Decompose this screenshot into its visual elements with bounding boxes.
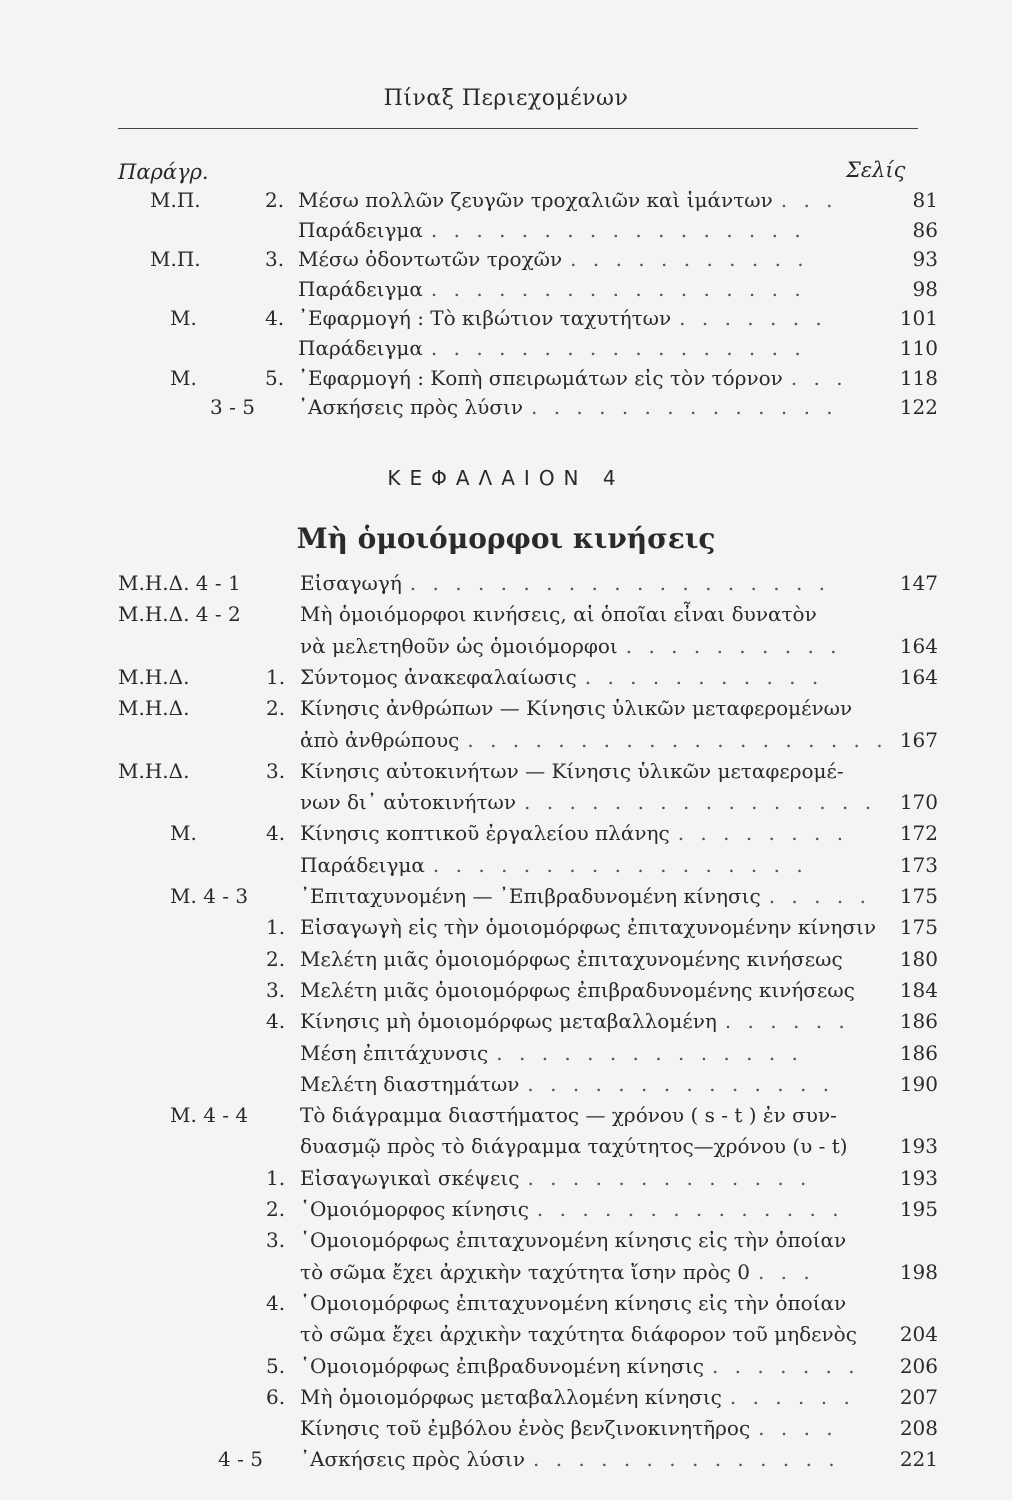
toc-leader-dots: . . . . . . . . . . . . . . . . . . . [409, 571, 831, 595]
toc-entry-title: τὸ σῶμα ἔχει ἀρχικὴν ταχύτητα διάφορον τοῦ μηδενὸς [300, 1322, 857, 1347]
toc-entry-page: 184 [899, 977, 938, 1002]
toc-leader-dots: . . . . . . . . . . . . . . [527, 1071, 835, 1096]
toc-entry-number: 2. [265, 188, 285, 212]
toc-entry-page: 86 [912, 217, 938, 242]
toc-leader-dots: . . . [757, 1259, 815, 1284]
toc-entry-title: Μέση ἐπιτάχυνσις [300, 1040, 489, 1065]
toc-entry [0, 1009, 1012, 1039]
toc-entry-code: 4 - 5 [218, 1447, 263, 1472]
toc-entry-page: 204 [899, 1322, 938, 1347]
toc-entry-title-line [300, 1322, 857, 1346]
toc-entry-title: Μὴ ὁμοιομόρφως μεταβαλλομένη κίνησις [300, 1384, 722, 1409]
toc-entry-title-line [298, 218, 806, 242]
toc-entry-title: Κίνησις τοῦ ἐμβόλου ἑνὸς βενζινοκινητῆρος [300, 1416, 751, 1441]
toc-entry-title-line [298, 366, 848, 390]
toc-entry-title-line [300, 1354, 860, 1378]
toc-leader-dots: . . . . . . . . . . . . . . . . [524, 790, 877, 815]
toc-leader-dots: . . . [780, 188, 838, 212]
toc-entry-number: 3. [266, 758, 286, 783]
toc-entry-title-line [300, 1072, 834, 1096]
toc-entry-page: 195 [899, 1197, 938, 1221]
toc-entry-title: Μελέτη μιᾶς ὁμοιομόρφως ἐπιβραδυνομένης κινήσεως [300, 977, 855, 1002]
toc-entry [0, 884, 1012, 914]
toc-entry-page: 170 [899, 790, 938, 815]
toc-entry-title-line [298, 188, 838, 212]
toc-entry-page: 101 [899, 306, 938, 331]
toc-entry-title: ᾿Επιταχυνομένη — ᾿Επιβραδυνομένη κίνησις [300, 884, 761, 908]
toc-entry-title: Μελέτη διαστημάτων [300, 1071, 520, 1096]
toc-leader-dots: . . . . . . . . . . . . . . [496, 1040, 803, 1065]
toc-entry [0, 665, 1012, 695]
toc-entry-title-line [300, 1009, 850, 1033]
toc-entry-title: ᾿Εφαρμογή : Τὸ κιβώτιον ταχυτήτων [298, 306, 672, 331]
toc-entry-title: νὰ μελετηθοῦν ὡς ὁμοιόμορφοι [300, 633, 618, 658]
toc-entry-title: Εἰσαγωγὴ εἰς τὴν ὁμοιομόρφως ἐπιταχυνομένην κίνησιν [300, 915, 877, 940]
toc-leader-dots: . . . . . . . . [677, 821, 849, 846]
toc-entry [0, 853, 1012, 883]
toc-leader-dots: . . . . . . . . . . . . . . . . . [430, 217, 806, 242]
toc-entry-page: 193 [899, 1165, 938, 1190]
toc-entry-title: Μελέτη μιᾶς ὁμοιομόρφως ἐπιταχυνομένης κινήσεως [300, 946, 843, 971]
toc-entry [0, 978, 1012, 1008]
toc-entry-page: 81 [912, 188, 938, 212]
toc-entry-title: Τὸ διάγραμμα διαστήματος — χρόνου ( s - t ) ἐν συν- [300, 1103, 837, 1128]
toc-entry-title-line [300, 1291, 846, 1315]
toc-entry-code: Μ.Η.Δ. [118, 664, 190, 689]
toc-entry [0, 634, 1012, 664]
toc-entry-title: ᾿Ασκήσεις πρὸς λύσιν [300, 1447, 525, 1472]
toc-entry-title: νων δι᾿ αὐτοκινήτων [300, 790, 517, 815]
toc-entry [0, 1260, 1012, 1290]
toc-entry-title-line [300, 978, 855, 1002]
toc-entry [0, 759, 1012, 789]
toc-entry [0, 188, 1012, 218]
toc-entry [0, 602, 1012, 632]
toc-entry [0, 1103, 1012, 1133]
toc-leader-dots: . . . . . . . . . . . . . . [536, 1197, 844, 1221]
toc-entry-title: Μέσω ὀδοντωτῶν τροχῶν [298, 247, 563, 272]
toc-entry-title: τὸ σῶμα ἔχει ἀρχικὴν ταχύτητα ἴσην πρὸς 0 [300, 1259, 750, 1284]
toc-entry-number: 2. [266, 696, 286, 721]
toc-leader-dots: . . . . . [768, 884, 871, 908]
chapter-title: Μὴ ὁμοιόμορφοι κινήσεις [296, 522, 716, 555]
toc-entry-title-line [300, 1260, 815, 1284]
toc-entry-number: 1. [266, 915, 286, 940]
toc-entry-number: 3. [266, 977, 286, 1002]
toc-leader-dots: . . . . . . . [679, 306, 827, 331]
toc-leader-dots: . . . . . . . . . . . [584, 664, 824, 689]
toc-entry-title-line [300, 1416, 838, 1440]
toc-entry [0, 1197, 1012, 1227]
toc-entry-number: 1. [266, 664, 286, 689]
toc-entry [0, 336, 1012, 366]
toc-entry-title: ῾Ομοιομόρφως ἐπιταχυνομένη κίνησις εἰς τὴν ὁποίαν [300, 1290, 847, 1315]
toc-entry-page: 186 [899, 1009, 938, 1034]
toc-entry [0, 728, 1012, 758]
paragraph-column-label: Παράγρ. [118, 160, 209, 184]
toc-leader-dots: . . . . . . . . . . [625, 633, 842, 658]
toc-entry [0, 306, 1012, 336]
toc-entry [0, 947, 1012, 977]
toc-entry-title: Εἰσαγωγή [300, 571, 402, 595]
toc-entry-page: 93 [912, 247, 938, 272]
toc-leader-dots: . . . . . . . . . . . . . . . . . [432, 852, 808, 877]
toc-entry-code: Μ.Π. [150, 188, 201, 212]
toc-entry-title: ᾿Ασκήσεις πρὸς λύσιν [298, 395, 523, 420]
toc-entry-code: Μ.Η.Δ. 4 - 2 [118, 602, 241, 627]
toc-entry-title-line [298, 277, 806, 301]
toc-entry [0, 277, 1012, 307]
toc-entry-title-line [300, 947, 843, 971]
toc-leader-dots: . . . . [758, 1416, 838, 1441]
toc-entry-number: 2. [266, 946, 286, 971]
toc-entry-number: 1. [266, 1165, 286, 1190]
toc-entry-title: Παράδειγμα [298, 336, 423, 360]
toc-entry-code: Μ. [170, 365, 197, 390]
toc-entry-title-line [300, 853, 808, 877]
toc-entry-page: 206 [899, 1353, 938, 1378]
toc-entry [0, 915, 1012, 945]
toc-entry-title-line [300, 1228, 846, 1252]
toc-entry-title: Παράδειγμα [298, 217, 423, 242]
toc-entry-page: 193 [899, 1134, 938, 1159]
toc-entry [0, 1228, 1012, 1258]
toc-entry-page: 175 [899, 915, 938, 940]
toc-entry-code: 3 - 5 [210, 395, 255, 420]
header-rule [118, 128, 918, 129]
toc-entry-number: 5. [266, 1353, 286, 1378]
toc-entry-page: 164 [899, 633, 938, 658]
toc-entry-page: 172 [899, 821, 938, 846]
toc-entry-title-line [298, 306, 827, 330]
toc-entry-title-line [300, 696, 852, 720]
toc-entry-title-line [300, 1385, 855, 1409]
toc-entry-title: ἀπὸ ἀνθρώπους [300, 727, 460, 752]
toc-entry-title-line [300, 1166, 811, 1190]
toc-entry [0, 790, 1012, 820]
toc-entry-code: Μ. [170, 821, 197, 846]
toc-entry-title: δυασμῷ πρὸς τὸ διάγραμμα ταχύτητος—χρόνου (υ - t) [300, 1134, 848, 1159]
toc-entry-title: Κίνησις ἀνθρώπων — Κίνησις ὑλικῶν μεταφερομένων [300, 696, 853, 721]
toc-entry-title: Μέσω πολλῶν ζευγῶν τροχαλιῶν καὶ ἱμάντων [298, 188, 773, 212]
toc-entry-number: 3. [265, 247, 285, 272]
toc-entry-title-line [300, 728, 888, 752]
toc-entry-title-line [300, 884, 871, 908]
toc-leader-dots: . . . . . . [724, 1009, 850, 1034]
toc-entry-page: 175 [899, 884, 938, 908]
toc-entry-title-line [298, 395, 838, 419]
toc-entry [0, 1072, 1012, 1102]
toc-entry-page: 164 [899, 664, 938, 689]
toc-entry-page: 186 [899, 1040, 938, 1065]
toc-entry-title-line [300, 821, 848, 845]
toc-leader-dots: . . . . . . . . . . . . . . [532, 1447, 840, 1472]
toc-entry-page: 173 [899, 852, 938, 877]
toc-entry-code: Μ.Π. [150, 247, 201, 272]
toc-entry [0, 366, 1012, 396]
toc-entry-title-line [300, 915, 876, 939]
toc-entry-title-line [300, 1041, 803, 1065]
toc-entry [0, 1416, 1012, 1446]
toc-leader-dots: . . . . . . . . . . . . . . . . . [430, 336, 806, 360]
toc-entry-page: 147 [899, 571, 938, 595]
toc-entry-page: 167 [899, 727, 938, 752]
toc-entry-number: 6. [266, 1384, 286, 1409]
toc-entry-number: 4. [265, 306, 285, 331]
toc-entry-page: 98 [912, 276, 938, 301]
chapter-label: ΚΕΦΑΛΑΙΟΝ 4 [387, 466, 625, 490]
toc-entry [0, 1447, 1012, 1477]
toc-entry-title-line [300, 571, 830, 595]
toc-entry-title: Σύντομος ἀνακεφαλαίωσις [300, 664, 577, 689]
toc-entry-code: Μ.Η.Δ. [118, 696, 190, 721]
toc-entry-code: Μ. [170, 306, 197, 331]
toc-entry-page: 207 [899, 1384, 938, 1409]
toc-entry-code: Μ. 4 - 3 [170, 884, 249, 908]
toc-leader-dots: . . . . . . . . . . . [570, 247, 809, 272]
toc-entry-title: ῾Ομοιομόρφως ἐπιβραδυνομένη κίνησις [300, 1353, 704, 1378]
toc-entry-page: 118 [899, 365, 938, 390]
toc-entry-title: Κίνησις μὴ ὁμοιομόρφως μεταβαλλομένη [300, 1009, 717, 1034]
toc-entry-title-line [300, 1134, 848, 1158]
toc-entry-title-line [298, 247, 809, 271]
toc-entry [0, 821, 1012, 851]
toc-entry-title: Παράδειγμα [298, 276, 423, 301]
toc-entry [0, 1385, 1012, 1415]
toc-entry-number: 4. [266, 1290, 286, 1315]
toc-entry [0, 1166, 1012, 1196]
toc-entry [0, 1041, 1012, 1071]
toc-entry [0, 1291, 1012, 1321]
toc-leader-dots: . . . . . . [729, 1384, 855, 1409]
page-header: Πίναξ Περιεχομένων [383, 86, 629, 111]
toc-entry-number: 2. [266, 1197, 286, 1221]
toc-leader-dots: . . . . . . . . . . . . . . . . . [430, 276, 806, 301]
toc-entry [0, 218, 1012, 248]
toc-entry-title: ῾Ομοιομόρφως ἐπιταχυνομένη κίνησις εἰς τὴν ὁποίαν [300, 1228, 847, 1253]
page-column-label: Σελίς [846, 158, 906, 182]
toc-entry [0, 1134, 1012, 1164]
toc-leader-dots: . . . . . . . . . . . . . . [530, 395, 838, 420]
toc-entry-title: Εἰσαγωγικαὶ σκέψεις [300, 1165, 520, 1190]
toc-entry [0, 395, 1012, 425]
toc-entry [0, 1354, 1012, 1384]
toc-leader-dots: . . . . . . . [711, 1353, 860, 1378]
toc-entry-title: Παράδειγμα [300, 852, 425, 877]
toc-entry-page: 221 [899, 1447, 938, 1472]
toc-entry-title: ῾Ομοιόμορφος κίνησις [300, 1197, 529, 1221]
toc-entry-number: 3. [266, 1228, 286, 1253]
toc-entry-number: 4. [266, 821, 286, 846]
toc-entry-code: Μ.Η.Δ. [118, 758, 190, 783]
toc-entry-title-line [300, 790, 876, 814]
toc-entry-page: 110 [899, 336, 938, 360]
toc-entry-title: ᾿Εφαρμογή : Κοπὴ σπειρωμάτων εἰς τὸν τόρνον [298, 365, 783, 390]
toc-entry [0, 1322, 1012, 1352]
toc-entry-title-line [300, 1197, 844, 1221]
toc-entry-title: Μὴ ὁμοιόμορφοι κινήσεις, αἱ ὁποῖαι εἶναι δυνατὸν [300, 602, 817, 627]
toc-entry-title-line [300, 1447, 840, 1471]
toc-entry-page: 180 [899, 946, 938, 971]
toc-entry-title-line [300, 665, 823, 689]
toc-entry-number: 4. [266, 1009, 286, 1034]
toc-entry-page: 198 [899, 1259, 938, 1284]
toc-entry-title-line [300, 759, 844, 783]
toc-entry-code: Μ.Η.Δ. 4 - 1 [118, 571, 241, 595]
toc-entry-title-line [300, 1103, 837, 1127]
toc-leader-dots: . . . [790, 365, 848, 390]
toc-leader-dots: . . . . . . . . . . . . . . . . . . . [467, 727, 888, 752]
toc-entry [0, 247, 1012, 277]
toc-entry-number: 5. [265, 365, 285, 390]
toc-leader-dots: . . . . . . . . . . . . . [527, 1165, 812, 1190]
toc-entry [0, 571, 1012, 601]
toc-entry-page: 190 [899, 1071, 938, 1096]
toc-entry-title: Κίνησις κοπτικοῦ ἐργαλείου πλάνης [300, 821, 670, 846]
toc-entry-page: 208 [899, 1416, 938, 1441]
toc-entry-title-line [298, 336, 806, 360]
toc-entry-page: 122 [899, 395, 938, 420]
toc-entry [0, 696, 1012, 726]
toc-entry-code: Μ. 4 - 4 [170, 1103, 249, 1128]
toc-entry-title-line [300, 602, 817, 626]
toc-entry-title-line [300, 634, 842, 658]
toc-entry-title: Κίνησις αὐτοκινήτων — Κίνησις ὑλικῶν μεταφερομέ- [300, 758, 844, 783]
